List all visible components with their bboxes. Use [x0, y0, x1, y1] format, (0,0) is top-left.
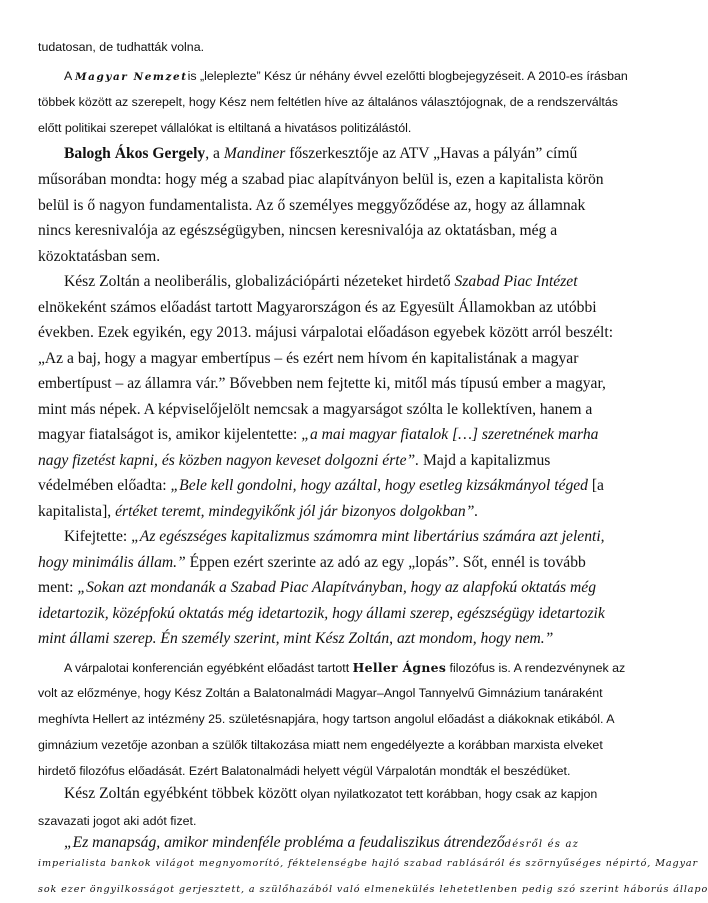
- paragraph-line: mint állami szerep. Én személy szerint, mint Kész Zoltán, azt mondom, hogy nem.”: [38, 630, 554, 647]
- paragraph-line: közoktatásban sem.: [38, 248, 161, 265]
- heller-agnes-name: Heller Ágnes: [352, 660, 447, 675]
- paragraph-line: műsorában mondta: hogy még a szabad piac alapítványon belül is, ezen a kapitalista körön: [38, 171, 604, 188]
- paragraph-line: belül is ő nagyon fundamentalista. Az ő személyes meggyőződése az, hogy az államnak: [38, 197, 586, 214]
- paragraph-line: években. Ezek egyikén, egy 2013. májusi várpalotai előadáson egyebek között arról beszélt:: [38, 324, 614, 341]
- paragraph-line: Kifejtette: „Az egészséges kapitalizmus számomra mint libertárius számára azt jelenti,: [64, 528, 605, 545]
- paragraph-line: ment: „Sokan azt mondanák a Szabad Piac Alapítványban, hogy az alapfokú oktatás még: [38, 579, 597, 596]
- paragraph-line: volt az előzménye, hogy Kész Zoltán a Balatonalmádi Magyar–Angol Tannyelvű Gimnázium tanáraként: [38, 686, 603, 700]
- paragraph-line: „Az a baj, hogy a magyar embertípus – és ezért nem hívom én kapitalistának a magyar: [38, 350, 579, 367]
- paragraph-line: meghívta Hellert az intézmény 25. születésnapjára, hogy tartson angolul előadást a diákoknak etikából. A: [38, 712, 615, 726]
- paragraph-line: magyar fiatalságot is, amikor kijelentette: „a mai magyar fiatalok […] szeretnének marha: [38, 426, 599, 443]
- magyar-nemzet-name: Magyar Nemzet: [75, 71, 188, 83]
- paragraph-line: nagy fizetést kapni, és közben nagyon keveset dolgozni érte”. Majd a kapitalizmus: [38, 452, 551, 469]
- paragraph-line: szavazati jogot aki adót fizet.: [38, 814, 197, 828]
- paragraph-line: idetartozik, középfokú oktatás még idetartozik, hogy állami szerep, egészségügy idetartozik: [38, 605, 605, 622]
- paragraph-line: hogy minimális állam.” Éppen ezért szerinte az adó az egy „lopás”. Sőt, ennél is tovább: [38, 554, 586, 571]
- paragraph-line: embertípust – az államra vár.” Bővebben nem fejtette ki, mitől más típusú ember a magyar,: [38, 375, 606, 392]
- paragraph-line: gimnázium vezetője azonban a szülők tiltakozása miatt nem engedélyezte a korábban marxista elveket: [38, 738, 603, 752]
- paragraph-line: imperialista bankok világot megnyomorító, féktelenségbe hajló szabad rablásáról és szörnyűséges népirtó, Magyar: [38, 858, 699, 869]
- paragraph-line: Kész Zoltán egyébként többek között olyan nyilatkozatot tett korábban, hogy csak az kapjon: [64, 785, 598, 802]
- paragraph-line: Kész Zoltán a neoliberális, globalizációpárti nézeteket hirdető Szabad Piac Intézet: [64, 273, 578, 290]
- paragraph-line: védelmében előadta: „Bele kell gondolni, hogy azáltal, hogy esetleg kizsákmányol téged [a: [38, 477, 604, 494]
- paragraph-line: „Ez manapság, amikor mindenféle probléma a feudaliszikus átrendeződésről és az: [64, 834, 580, 851]
- paragraph-line: többek között az szerepelt, hogy Kész nem feltétlen híve az általános választójognak, de a rendszerváltás: [38, 95, 618, 109]
- paragraph-line: előtt politikai szerepet vállalókat is eltiltaná a hivatásos politizálástól.: [38, 121, 412, 135]
- paragraph-line: nincs keresnivalója az egészségügyben, nincsen keresnivalója az oktatásban, még a: [38, 222, 558, 239]
- paragraph-line: kapitalista], értéket teremt, mindegyikőnk jól jár bizonyos dolgokban”.: [38, 503, 479, 520]
- paragraph-line: elnökeként számos előadást tartott Magyarországon és az Egyesült Államokban az utóbbi: [38, 299, 597, 316]
- paragraph-line: sok ezer öngyilkosságot gerjesztett, a szülőhazából való elmenekülés lehetetlenben pedig szó szerint háborús állapo: [38, 884, 708, 895]
- paragraph-line: tudatosan, de tudhatták volna.: [38, 40, 205, 54]
- paragraph-line: hirdető filozófus előadását. Ezért Balatonalmádi helyett végül Várpalotán mondták el beszédüket.: [38, 764, 571, 778]
- paragraph-line: Balogh Ákos Gergely, a Mandiner főszerkesztője az ATV „Havas a pályán” című: [64, 145, 578, 162]
- paragraph-line: mint más népek. A képviselőjelölt nemcsak a magyarságot szólta le kollektíven, hanem a: [38, 401, 593, 418]
- paragraph-line: A várpalotai konferencián egyébként előadást tartott Heller Ágnes filozófus is. A rendezvénynek az: [64, 660, 626, 675]
- paragraph-line: A Magyar Nemzetis „leleplezte” Kész úr néhány évvel ezelőtti blogbejegyzéseit. A 2010-es írásban: [64, 69, 628, 83]
